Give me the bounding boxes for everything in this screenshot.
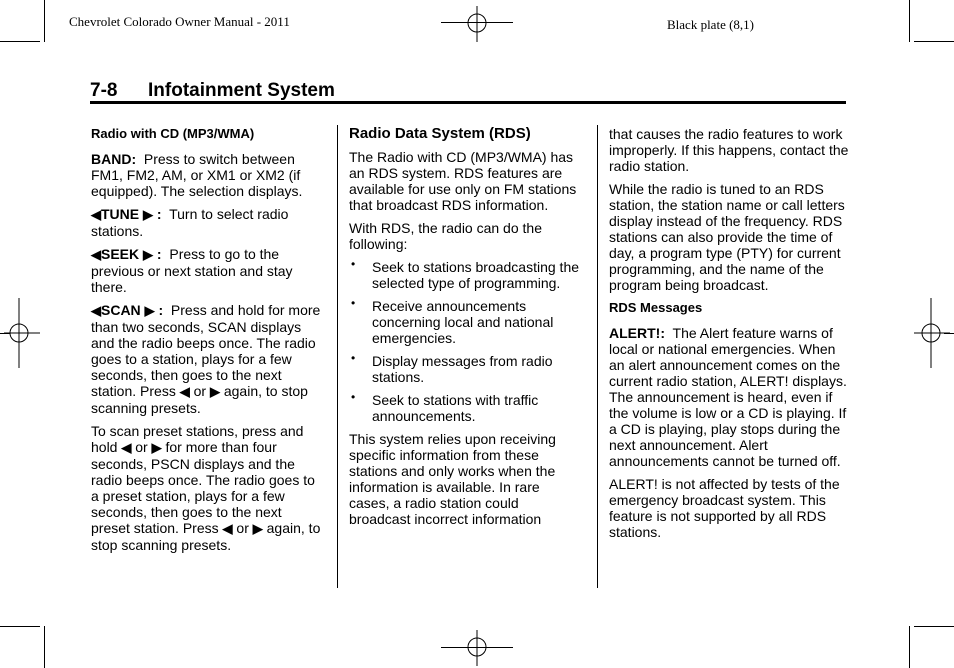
rds-reliance-paragraph: This system relies upon receiving specific information from these stations and only works when the information is available. In rare cases, a radio station could broadcast incorrect information bbox=[349, 431, 556, 527]
bullet-icon: • bbox=[351, 296, 356, 310]
left-arrow-icon: ◀ bbox=[179, 384, 190, 399]
right-arrow-icon: ▶ bbox=[143, 247, 154, 262]
registration-mark-bottom bbox=[457, 628, 497, 668]
rds-continued-paragraph: that causes the radio features to work improperly. If this happens, contact the radio station. bbox=[609, 126, 849, 174]
section-name: Infotainment System bbox=[148, 80, 335, 101]
right-arrow-icon: ▶ bbox=[143, 207, 154, 222]
band-label: BAND: bbox=[91, 151, 137, 167]
list-item: • Seek to stations with traffic announcements. bbox=[351, 390, 539, 424]
tune-paragraph: ◀TUNE ▶ : Turn to select radio stations. bbox=[91, 206, 289, 239]
bullet-icon: • bbox=[351, 257, 356, 271]
right-arrow-icon: ▶ bbox=[252, 521, 263, 536]
left-arrow-icon: ◀ bbox=[91, 207, 101, 222]
list-item: • Receive announcements concerning local and national emergencies. bbox=[351, 296, 554, 346]
scan-paragraph: ◀SCAN ▶ : Press and hold for more than two seconds, SCAN displays and the radio beeps once. The radio goes to a station, plays for a few seconds, then goes to the next station. Press ◀ or ▶ again, to stop scanning presets. bbox=[91, 302, 321, 416]
left-arrow-icon: ◀ bbox=[222, 521, 233, 536]
section-title bbox=[90, 80, 846, 102]
right-arrow-icon: ▶ bbox=[144, 303, 155, 318]
tune-label: TUNE bbox=[101, 206, 140, 222]
column-divider bbox=[337, 125, 338, 588]
alert-tests-paragraph: ALERT! is not affected by tests of the emergency broadcast system. This feature is not supported by all RDS stations. bbox=[609, 476, 840, 540]
list-item: • Display messages from radio stations. bbox=[351, 351, 553, 385]
bullet-icon: • bbox=[351, 390, 356, 404]
bullet-icon: • bbox=[351, 351, 356, 365]
alert-label: ALERT!: bbox=[609, 325, 665, 341]
preset-scan-paragraph: To scan preset stations, press and hold ◀ or ▶ for more than four seconds, PSCN displays and the radio beeps once. The radio goes to a preset station, plays for a few seconds, then goes to the next preset station. Press ◀ or ▶ again, to stop scanning presets. bbox=[91, 423, 321, 553]
seek-paragraph: ◀SEEK ▶ : Press to go to the previous or next station and stay there. bbox=[91, 246, 293, 295]
column-1 bbox=[91, 126, 323, 560]
column-2 bbox=[349, 126, 581, 534]
left-arrow-icon: ◀ bbox=[121, 440, 132, 455]
left-arrow-icon: ◀ bbox=[91, 247, 101, 262]
alert-paragraph: ALERT!: The Alert feature warns of local or national emergencies. When an alert announcement comes on the current radio station, ALERT! displays. The announcement is heard, even if the volume is low or a CD is playing. If a CD is playing, play stops during the next announcement. Alert announcements cannot be turned off. bbox=[609, 325, 847, 469]
right-arrow-icon: ▶ bbox=[151, 440, 162, 455]
list-item: • Seek to stations broadcasting the selected type of programming. bbox=[351, 257, 580, 291]
rds-feature-list bbox=[349, 259, 581, 424]
subheading-radio-cd: Radio with CD (MP3/WMA) bbox=[91, 126, 255, 141]
heading-rds: Radio Data System (RDS) bbox=[349, 125, 531, 142]
seek-label: SEEK bbox=[101, 246, 140, 262]
subheading-rds-messages: RDS Messages bbox=[609, 300, 703, 315]
section-rule bbox=[90, 101, 846, 104]
registration-mark-right bbox=[912, 298, 954, 368]
band-paragraph: BAND: Press to switch between FM1, FM2, AM, or XM1 or XM2 (if equipped). The selection displays. bbox=[91, 151, 303, 199]
column-divider bbox=[597, 125, 598, 588]
rds-intro-paragraph: The Radio with CD (MP3/WMA) has an RDS system. RDS features are available for use only on FM stations that broadcast RDS information. bbox=[349, 149, 577, 213]
section-number: 7-8 bbox=[90, 80, 118, 101]
registration-mark-left bbox=[0, 298, 42, 368]
left-arrow-icon: ◀ bbox=[91, 303, 101, 318]
column-3 bbox=[609, 126, 849, 547]
rds-features-intro: With RDS, the radio can do the following: bbox=[349, 220, 542, 252]
registration-mark-top bbox=[457, 4, 497, 44]
right-arrow-icon: ▶ bbox=[209, 384, 220, 399]
running-header-left: Chevrolet Colorado Owner Manual - 2011 bbox=[69, 14, 290, 29]
scan-label: SCAN bbox=[101, 302, 141, 318]
running-header-right: Black plate (8,1) bbox=[667, 17, 754, 32]
rds-station-paragraph: While the radio is tuned to an RDS station, the station name or call letters display instead of the frequency. RDS stations can also provide the time of day, a program type (PTY) for current programming, and the name of the program being broadcast. bbox=[609, 181, 845, 293]
